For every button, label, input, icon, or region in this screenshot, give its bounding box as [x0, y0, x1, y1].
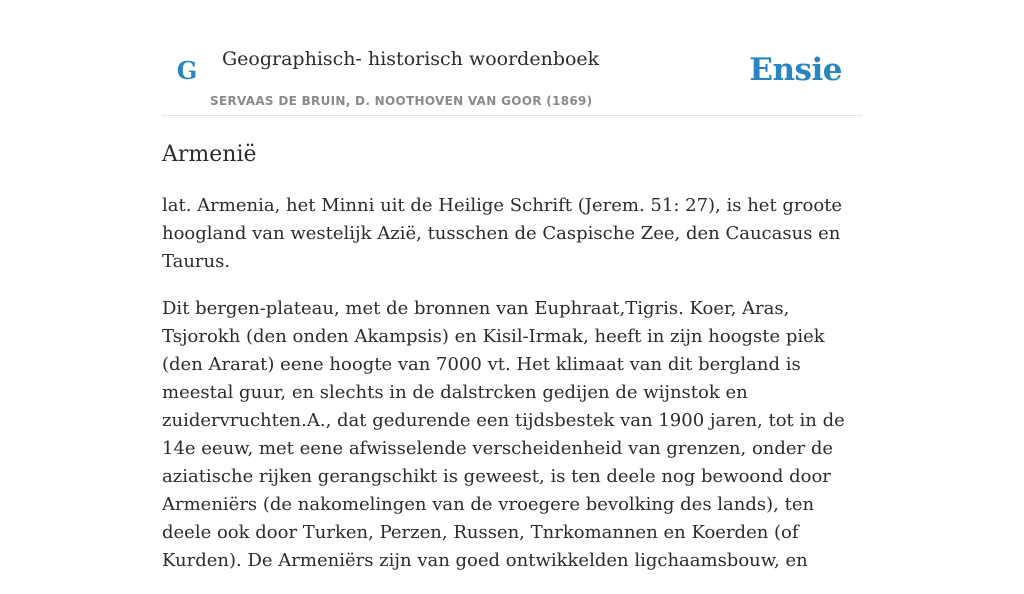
entry-paragraph: Dit bergen-plateau, met de bronnen van Euphraat,Tigris. Koer, Aras, Tsjorokh (den onden Akampsis) en Kisil-Irmak, heeft in zijn hoogste piek (den Ararat) eene hoogte van 7000 vt. Het klimaat van dit bergland is meestal guur, en slechts in de dalstrcken gedijen de wijnstok en zuidervruchten.A., dat gedurende een tijdsbestek van 1900 jaren, tot in de 14e eeuw, met eene afwisselende verscheidenheid van grenzen, onder de aziatische rijken gerangschikt is geweest, is ten deele nog bewoond door Armeniërs (de nakomelingen van de vroegere bevolking des lands), ten deele ook door Turken, Perzen, Russen, Tnrkomannen en Koerden (of Kurden). De Armeniërs zijn van goed ontwikkelden ligchaamsbouw, en — [162, 298, 845, 571]
book-author: SERVAAS DE BRUIN, D. NOOTHOVEN VAN GOOR (1869) — [210, 94, 593, 108]
page-container — [162, 0, 862, 571]
entry-body — [162, 192, 862, 594]
entry-title: Armenië — [162, 142, 257, 167]
book-badge-icon[interactable]: G — [176, 56, 198, 85]
book-header — [162, 0, 862, 116]
book-title[interactable]: Geographisch- historisch woordenboek — [222, 48, 600, 70]
ensie-logo[interactable]: Ensie — [749, 52, 842, 88]
entry-paragraph: lat. Armenia, het Minni uit de Heilige Schrift (Jerem. 51: 27), is het groote hoogland van westelijk Azië, tusschen de Caspische Zee, den Caucasus en Taurus. — [162, 195, 843, 272]
